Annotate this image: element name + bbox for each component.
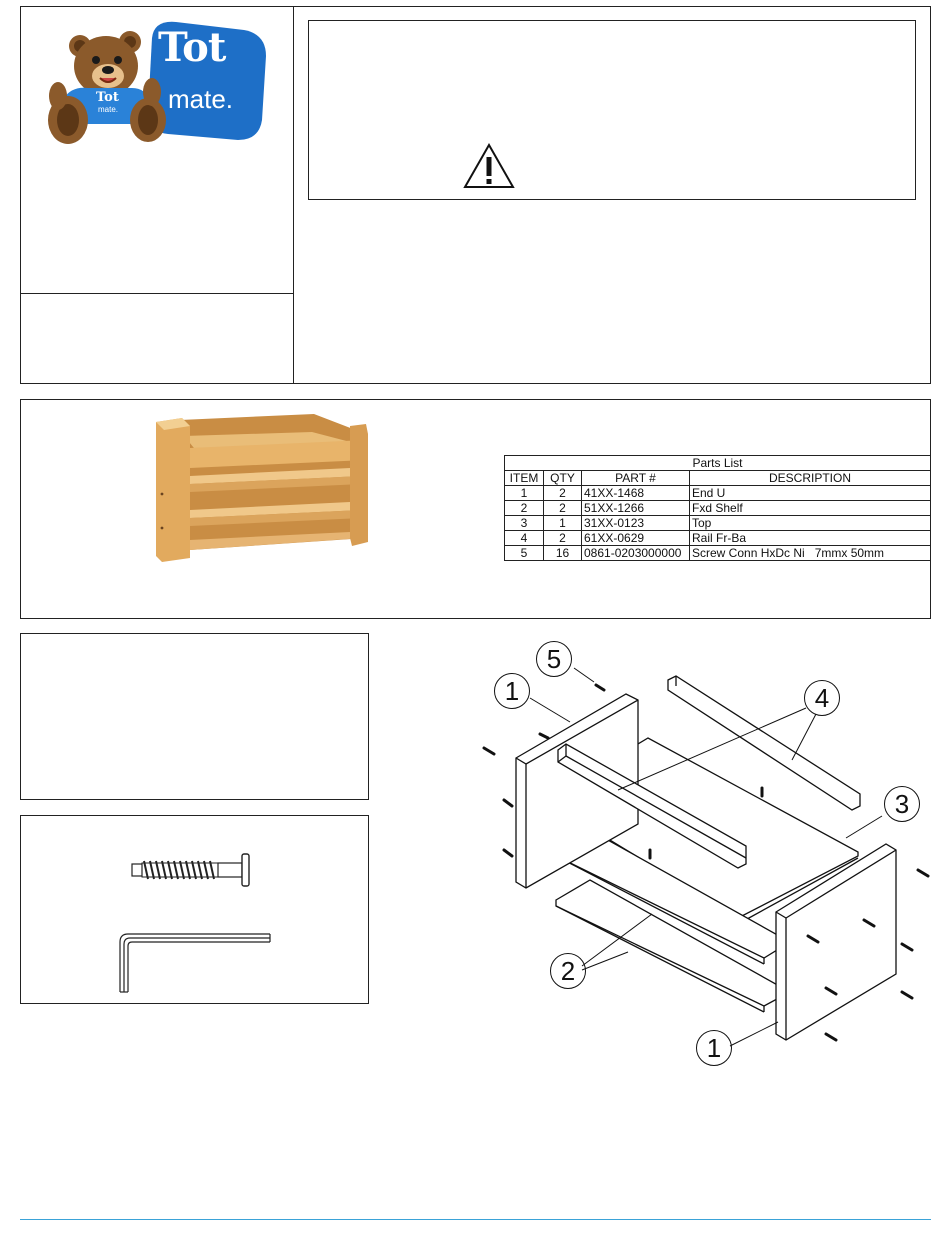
cell-part: 61XX-0629 (582, 531, 690, 546)
cell-part: 0861-0203000000 (582, 546, 690, 561)
callout-2: 2 (550, 953, 586, 989)
logo-shirt-top: Tot (96, 90, 119, 105)
callout-5: 5 (536, 641, 572, 677)
parts-list (504, 455, 931, 561)
header-item: ITEM (505, 471, 544, 486)
warning-box (308, 20, 916, 200)
logo-brand-bottom: mate. (168, 84, 234, 114)
cell-item: 3 (505, 516, 544, 531)
cell-part: 41XX-1468 (582, 486, 690, 501)
notes-box (20, 633, 369, 800)
table-row (505, 501, 931, 516)
cell-description: Screw Conn HxDc Ni 7mmx 50mm (690, 546, 931, 561)
table-row (505, 546, 931, 561)
cell-qty: 2 (544, 501, 582, 516)
parts-list-caption: Parts List (505, 456, 931, 471)
cell-part: 51XX-1266 (582, 501, 690, 516)
logo-shirt-bottom: mate. (98, 105, 119, 114)
screw-icon (128, 852, 254, 888)
cell-description: Rail Fr-Ba (690, 531, 931, 546)
callout-1-right: 1 (696, 1030, 732, 1066)
callout-3: 3 (884, 786, 920, 822)
cell-part: 31XX-0123 (582, 516, 690, 531)
header-divider-horizontal (20, 293, 294, 294)
header-qty: QTY (544, 471, 582, 486)
cell-description: Top (690, 516, 931, 531)
logo-brand-top: Tot (158, 24, 226, 71)
cell-item: 1 (505, 486, 544, 501)
cell-description: End U (690, 486, 931, 501)
header-description: DESCRIPTION (690, 471, 931, 486)
warning-triangle-icon (463, 143, 515, 189)
cell-qty: 2 (544, 531, 582, 546)
callout-4: 4 (804, 680, 840, 716)
assembly-diagram (470, 630, 940, 1070)
table-row (505, 486, 931, 501)
header-part: PART # (582, 471, 690, 486)
cell-item: 2 (505, 501, 544, 516)
header-divider-vertical (293, 6, 294, 384)
table-row (505, 516, 931, 531)
cell-qty: 1 (544, 516, 582, 531)
bookshelf-photo (154, 410, 370, 564)
cell-item: 4 (505, 531, 544, 546)
cell-description: Fxd Shelf (690, 501, 931, 516)
footer-rule (20, 1219, 931, 1220)
hex-key-icon (116, 928, 274, 994)
cell-qty: 16 (544, 546, 582, 561)
callout-1-left: 1 (494, 673, 530, 709)
cell-item: 5 (505, 546, 544, 561)
cell-qty: 2 (544, 486, 582, 501)
table-row (505, 531, 931, 546)
